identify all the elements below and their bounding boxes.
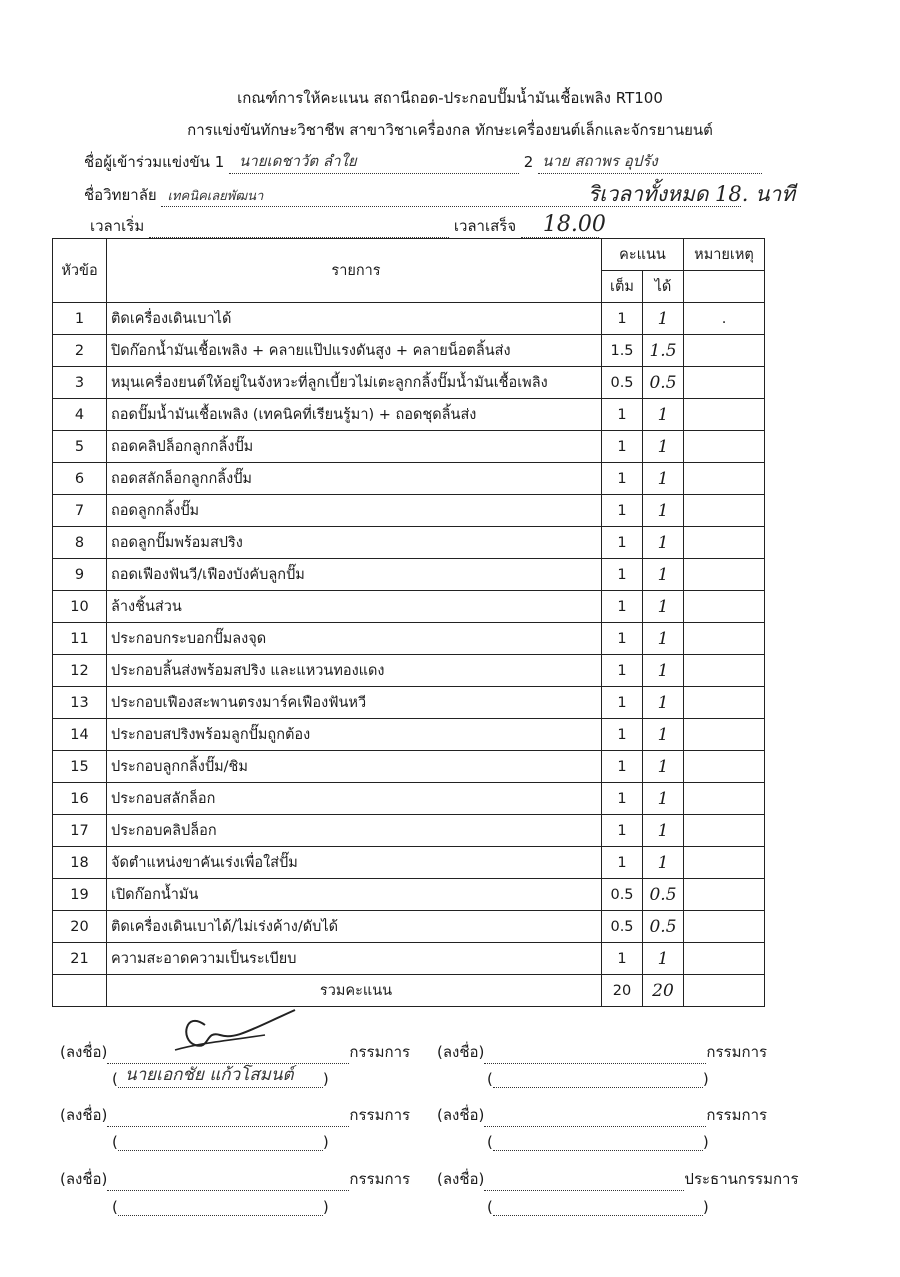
item-number: 10 — [53, 591, 107, 623]
full-score: 1 — [602, 751, 643, 783]
header-score: คะแนน — [602, 239, 684, 271]
remarks — [684, 399, 765, 431]
name-line — [493, 1073, 703, 1088]
obtained-score: 1.5 — [643, 335, 684, 367]
full-score: 1 — [602, 719, 643, 751]
signature-4-line — [484, 1112, 706, 1127]
paren-open: ( — [487, 1198, 493, 1216]
signature-4-role: กรรมการ — [706, 1106, 768, 1124]
item-description: ถอดปั๊มน้ำมันเชื้อเพลิง (เทคนิคที่เรียนรู้มา) + ถอดชุดลิ้นส่ง — [107, 399, 602, 431]
full-score: 1 — [602, 463, 643, 495]
signature-6-line — [484, 1176, 684, 1191]
full-score: 1 — [602, 527, 643, 559]
item-number: 11 — [53, 623, 107, 655]
full-score: 1 — [602, 943, 643, 975]
score-table — [52, 238, 765, 1007]
remarks — [684, 815, 765, 847]
full-score: 0.5 — [602, 879, 643, 911]
item-number: 17 — [53, 815, 107, 847]
college-name: เทคนิคเลยพัฒนา — [167, 189, 264, 204]
remarks — [684, 879, 765, 911]
signature-3-role: กรรมการ — [349, 1106, 411, 1124]
remarks — [684, 335, 765, 367]
paren-close: ) — [702, 1198, 709, 1216]
participants-label: ชื่อผู้เข้าร่วมแข่งขัน — [84, 153, 210, 171]
remarks — [684, 687, 765, 719]
signature-6-name — [487, 1198, 709, 1216]
signature-2-line — [484, 1049, 706, 1064]
signature-6-role: ประธานกรรมการ — [684, 1170, 799, 1188]
remarks — [684, 783, 765, 815]
full-score: 1 — [602, 591, 643, 623]
end-time-value: 18.00 — [542, 212, 606, 237]
full-score: 1 — [602, 399, 643, 431]
item-description: ประกอบสลักล็อก — [107, 783, 602, 815]
participant-1-number: 1 — [214, 153, 225, 171]
remarks — [684, 463, 765, 495]
signature-3 — [60, 1103, 410, 1127]
paren-open: ( — [487, 1133, 493, 1151]
item-number: 19 — [53, 879, 107, 911]
obtained-score: 1 — [643, 783, 684, 815]
signature-5-name — [112, 1198, 329, 1216]
participant-2-name: นาย สถาพร อุปรัง — [542, 152, 658, 170]
obtained-score: 1 — [643, 623, 684, 655]
obtained-score: 1 — [643, 463, 684, 495]
total-time-note: ริเวลาทั้งหมด 18. นาที — [588, 182, 796, 206]
item-number: 14 — [53, 719, 107, 751]
paren-close: ) — [702, 1133, 709, 1151]
obtained-score: 0.5 — [643, 911, 684, 943]
participant-1-name: นายเดชาวัต ลำใย — [239, 152, 357, 170]
participants-line — [84, 150, 762, 174]
time-line — [90, 212, 606, 238]
paren-close: ) — [702, 1070, 709, 1088]
total-full-score: 20 — [602, 975, 643, 1007]
item-description: จัดตำแหน่งขาคันเร่งเพื่อใส่ปั๊ม — [107, 847, 602, 879]
remarks — [684, 527, 765, 559]
participant-2-field — [538, 152, 762, 174]
signer-1-handwritten-name: นายเอกชัย แก้วโสมนต์ — [125, 1065, 294, 1085]
item-description: เปิดก๊อกน้ำมัน — [107, 879, 602, 911]
signature-3-label: (ลงชื่อ) — [60, 1106, 108, 1124]
item-description: ถอดลูกกลิ้งปั๊ม — [107, 495, 602, 527]
paren-close: ) — [322, 1133, 329, 1151]
obtained-score: 1 — [643, 527, 684, 559]
full-score: 0.5 — [602, 911, 643, 943]
name-line — [118, 1201, 323, 1216]
item-description: ประกอบลิ้นส่งพร้อมสปริง และแหวนทองแดง — [107, 655, 602, 687]
item-number: 12 — [53, 655, 107, 687]
remarks — [684, 655, 765, 687]
obtained-score: 0.5 — [643, 879, 684, 911]
obtained-score: 1 — [643, 847, 684, 879]
obtained-score: 1 — [643, 815, 684, 847]
header-item-number: หัวข้อ — [53, 239, 107, 303]
item-number: 13 — [53, 687, 107, 719]
item-description: ล้างชิ้นส่วน — [107, 591, 602, 623]
full-score: 1 — [602, 783, 643, 815]
remarks — [684, 623, 765, 655]
table-row — [53, 367, 765, 399]
signature-6-label: (ลงชื่อ) — [437, 1170, 485, 1188]
item-number: 15 — [53, 751, 107, 783]
signature-5-line — [107, 1176, 349, 1191]
paren-open: ( — [487, 1070, 493, 1088]
page-title: เกณฑ์การให้คะแนน สถานีถอด-ประกอบปั๊มน้ำมันเชื้อเพลิง RT100 — [237, 89, 663, 107]
item-description: ประกอบสปริงพร้อมลูกปั๊มถูกต้อง — [107, 719, 602, 751]
end-time-field — [521, 212, 606, 238]
total-remarks — [684, 975, 765, 1007]
remarks — [684, 431, 765, 463]
table-row — [53, 687, 765, 719]
full-score: 1 — [602, 431, 643, 463]
item-description: ประกอบคลิปล็อก — [107, 815, 602, 847]
obtained-score: 1 — [643, 591, 684, 623]
obtained-score: 1 — [643, 303, 684, 335]
signature-4-label: (ลงชื่อ) — [437, 1106, 485, 1124]
name-line — [493, 1201, 703, 1216]
table-row — [53, 783, 765, 815]
item-number: 20 — [53, 911, 107, 943]
remarks — [684, 495, 765, 527]
total-label: รวมคะแนน — [107, 975, 602, 1007]
header-remarks-blank — [684, 271, 765, 303]
table-row — [53, 751, 765, 783]
item-description: ถอดสลักล็อกลูกกลิ้งปั๊ม — [107, 463, 602, 495]
obtained-score: 1 — [643, 687, 684, 719]
full-score: 1 — [602, 655, 643, 687]
header-full-score: เต็ม — [602, 271, 643, 303]
remarks — [684, 943, 765, 975]
item-description: ปิดก๊อกน้ำมันเชื้อเพลิง + คลายแป๊ปแรงดันสูง + คลายน็อตลิ้นส่ง — [107, 335, 602, 367]
score-rows — [53, 303, 765, 975]
remarks — [684, 591, 765, 623]
table-row — [53, 623, 765, 655]
signature-2 — [437, 1040, 767, 1064]
remarks — [684, 719, 765, 751]
total-row — [53, 975, 765, 1007]
table-row — [53, 943, 765, 975]
obtained-score: 1 — [643, 399, 684, 431]
signature-6 — [437, 1167, 799, 1191]
remarks — [684, 751, 765, 783]
signature-2-role: กรรมการ — [706, 1043, 768, 1061]
item-number: 1 — [53, 303, 107, 335]
remarks — [684, 847, 765, 879]
item-number: 7 — [53, 495, 107, 527]
start-time-field — [149, 223, 449, 238]
paren-open: ( — [112, 1198, 118, 1216]
signature-5-label: (ลงชื่อ) — [60, 1170, 108, 1188]
participant-1-field — [229, 152, 519, 174]
paren-close: ) — [322, 1070, 329, 1088]
signature-5-role: กรรมการ — [349, 1170, 411, 1188]
item-number: 16 — [53, 783, 107, 815]
paren-open: ( — [112, 1133, 118, 1151]
paren-close: ) — [322, 1198, 329, 1216]
name-line — [118, 1136, 323, 1151]
item-description: ถอดเฟืองฟันวี/เฟืองบังคับลูกปั๊ม — [107, 559, 602, 591]
table-row — [53, 399, 765, 431]
table-row — [53, 335, 765, 367]
table-row — [53, 847, 765, 879]
header-obtained-score: ได้ — [643, 271, 684, 303]
item-number: 6 — [53, 463, 107, 495]
college-label: ชื่อวิทยาลัย — [84, 186, 157, 204]
end-time-label: เวลาเสร็จ — [453, 217, 517, 235]
obtained-score: 1 — [643, 751, 684, 783]
obtained-score: 1 — [643, 495, 684, 527]
obtained-score: 0.5 — [643, 367, 684, 399]
header-item-description: รายการ — [107, 239, 602, 303]
obtained-score: 1 — [643, 719, 684, 751]
signature-4-name — [487, 1133, 709, 1151]
remarks — [684, 559, 765, 591]
remarks — [684, 367, 765, 399]
page-subtitle: การแข่งขันทักษะวิชาชีพ สาขาวิชาเครื่องกล ทักษะเครื่องยนต์เล็กและจักรยานยนต์ — [187, 121, 713, 139]
header-remarks: หมายเหตุ — [684, 239, 765, 271]
full-score: 1 — [602, 815, 643, 847]
item-description: ประกอบกระบอกปั๊มลงจุด — [107, 623, 602, 655]
item-number: 4 — [53, 399, 107, 431]
table-row — [53, 495, 765, 527]
obtained-score: 1 — [643, 431, 684, 463]
signature-2-label: (ลงชื่อ) — [437, 1043, 485, 1061]
full-score: 1.5 — [602, 335, 643, 367]
table-row — [53, 303, 765, 335]
item-number: 3 — [53, 367, 107, 399]
obtained-score: 1 — [643, 559, 684, 591]
name-line — [493, 1136, 703, 1151]
item-description: ถอดคลิปล็อกลูกกลิ้งปั๊ม — [107, 431, 602, 463]
full-score: 1 — [602, 303, 643, 335]
item-description: ถอดลูกปั๊มพร้อมสปริง — [107, 527, 602, 559]
item-description: ติดเครื่องเดินเบาได้ — [107, 303, 602, 335]
full-score: 1 — [602, 559, 643, 591]
start-time-label: เวลาเริ่ม — [90, 217, 145, 235]
table-row — [53, 815, 765, 847]
signature-3-line — [107, 1112, 349, 1127]
signature-3-name — [112, 1133, 329, 1151]
signature-5 — [60, 1167, 410, 1191]
item-description: ความสะอาดความเป็นระเบียบ — [107, 943, 602, 975]
item-number: 9 — [53, 559, 107, 591]
item-description: ประกอบลูกกลิ้งปั๊ม/ชิม — [107, 751, 602, 783]
item-number: 8 — [53, 527, 107, 559]
remarks: . — [684, 303, 765, 335]
item-description: ประกอบเฟืองสะพานตรงมาร์คเฟืองฟันหวี — [107, 687, 602, 719]
table-row — [53, 879, 765, 911]
full-score: 1 — [602, 847, 643, 879]
table-row — [53, 655, 765, 687]
signature-4 — [437, 1103, 767, 1127]
full-score: 1 — [602, 687, 643, 719]
item-number: 18 — [53, 847, 107, 879]
table-row — [53, 527, 765, 559]
table-row — [53, 911, 765, 943]
full-score: 0.5 — [602, 367, 643, 399]
table-row — [53, 559, 765, 591]
paren-open: ( — [112, 1070, 118, 1088]
table-row — [53, 431, 765, 463]
participant-2-number: 2 — [523, 153, 534, 171]
full-score: 1 — [602, 495, 643, 527]
full-score: 1 — [602, 623, 643, 655]
item-number: 21 — [53, 943, 107, 975]
item-description: ติดเครื่องเดินเบาได้/ไม่เร่งค้าง/ดับได้ — [107, 911, 602, 943]
signature-2-name — [487, 1070, 709, 1088]
signature-1-label: (ลงชื่อ) — [60, 1043, 108, 1061]
signature-1-role: กรรมการ — [349, 1043, 411, 1061]
item-description: หมุนเครื่องยนต์ให้อยู่ในจังหวะที่ลูกเบี้ยวไม่เตะลูกกลิ้งปั๊มน้ำมันเชื้อเพลิง — [107, 367, 602, 399]
total-row-blank — [53, 975, 107, 1007]
table-row — [53, 591, 765, 623]
remarks — [684, 911, 765, 943]
obtained-score: 1 — [643, 943, 684, 975]
item-number: 2 — [53, 335, 107, 367]
table-row — [53, 719, 765, 751]
total-obtained-score: 20 — [643, 975, 684, 1007]
item-number: 5 — [53, 431, 107, 463]
obtained-score: 1 — [643, 655, 684, 687]
table-row — [53, 463, 765, 495]
